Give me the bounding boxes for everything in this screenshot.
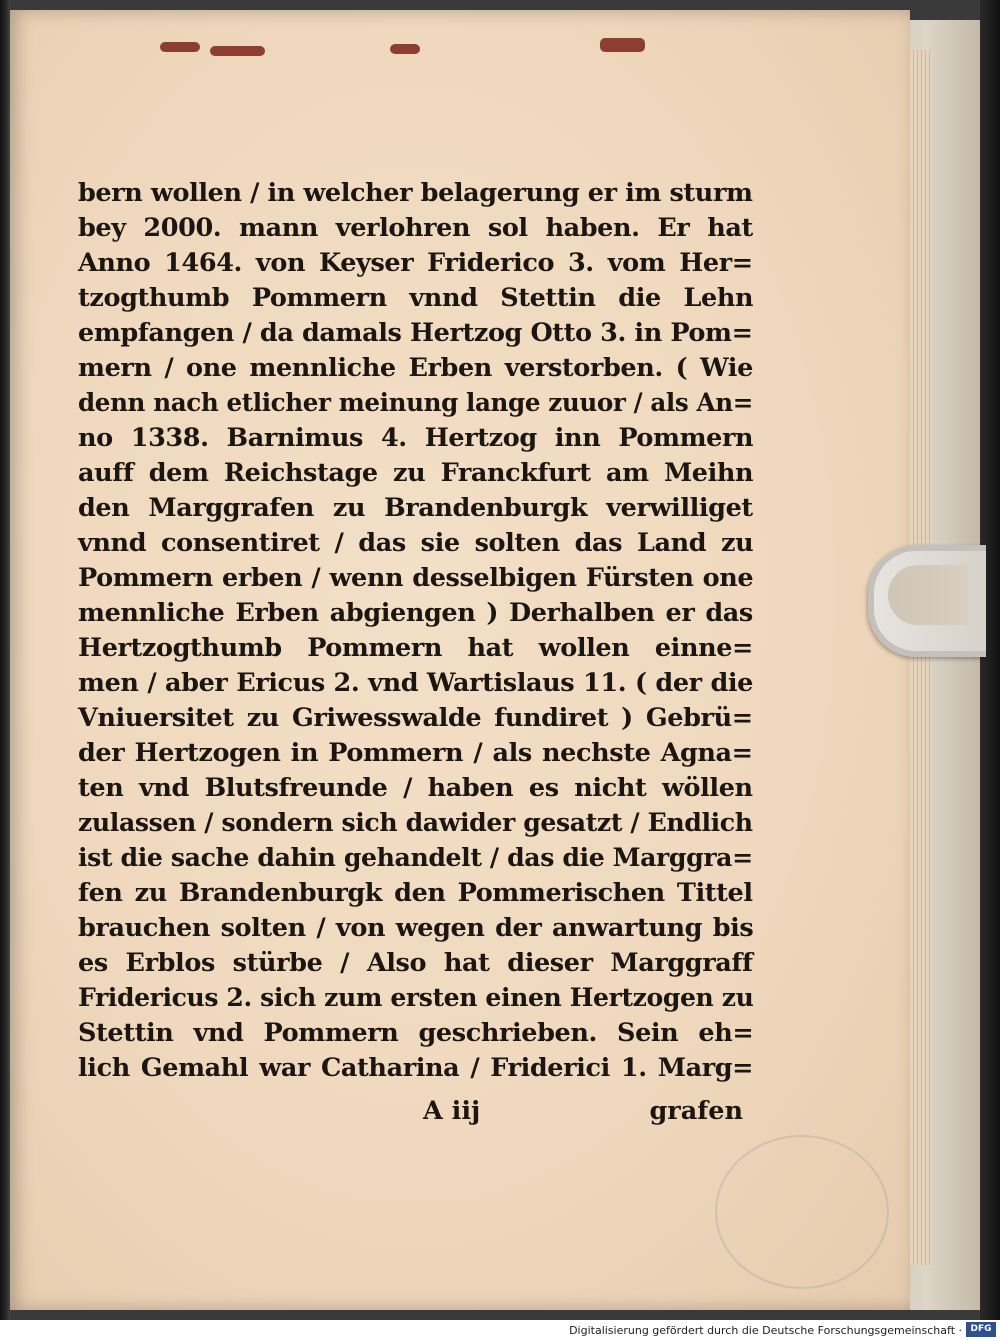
- ink-mark: [390, 44, 420, 54]
- text-line: Pommern erben / wenn desselbigen Fürsten one: [78, 563, 754, 593]
- text-line: vnnd consentiret / das sie solten das Land zu: [78, 528, 754, 558]
- text-line: bey 2000. mann verlohren sol haben. Er hat: [78, 213, 753, 243]
- text-line: Stettin vnd Pommern geschrieben. Sein eh=: [78, 1018, 754, 1048]
- ink-mark: [210, 46, 265, 56]
- library-stamp: [715, 1135, 889, 1289]
- text-line: empfangen / da damals Hertzog Otto 3. in Pom=: [78, 318, 753, 348]
- top-ink-marks: [160, 32, 680, 62]
- text-line: denn nach etlicher meinung lange zuuor / als An=: [78, 388, 753, 418]
- text-line: fen zu Brandenburgk den Pommerischen Tittel: [78, 878, 753, 908]
- ink-mark: [160, 42, 200, 52]
- catchword: grafen: [649, 1096, 743, 1126]
- page-clip: [868, 545, 986, 657]
- text-line: bern wollen / in welcher belagerung er im sturm: [78, 178, 753, 208]
- text-line: den Marggrafen zu Brandenburgk verwilliget: [78, 493, 753, 523]
- text-line: ist die sache dahin gehandelt / das die Marggra=: [78, 843, 753, 873]
- ink-mark: [600, 38, 645, 52]
- text-line: auff dem Reichstage zu Franckfurt am Meihn: [78, 458, 754, 488]
- right-shadow-edge: [980, 0, 1000, 1320]
- text-line: brauchen solten / von wegen der anwartung bis: [78, 913, 754, 943]
- text-line: no 1338. Barnimus 4. Hertzog inn Pommern: [78, 423, 754, 453]
- clip-opening: [888, 565, 968, 625]
- text-line: men / aber Ericus 2. vnd Wartislaus 11. ( der die: [78, 668, 754, 698]
- binding-edge: [0, 0, 10, 1320]
- text-line: der Hertzogen in Pommern / als nechste Agna=: [78, 738, 753, 768]
- text-line: Vniuersitet zu Griwesswalde fundiret ) Gebrü=: [78, 703, 753, 733]
- text-line: mennliche Erben abgiengen ) Derhalben er das: [78, 598, 753, 628]
- text-line: zulassen / sondern sich dawider gesatzt / Endlich: [78, 808, 753, 838]
- text-line: tzogthumb Pommern vnnd Stettin die Lehn: [78, 283, 754, 313]
- page-footer-line: [78, 1096, 743, 1134]
- text-line: lich Gemahl war Catharina / Friderici 1. Marg=: [78, 1053, 754, 1083]
- dfg-logo: DFG: [966, 1322, 996, 1337]
- text-line: es Erblos stürbe / Also hat dieser Marggraff: [78, 948, 753, 978]
- text-line: mern / one mennliche Erben verstorben. ( Wie: [78, 353, 753, 383]
- funding-credit: Digitalisierung gefördert durch die Deutsche Forschungsgemeinschaft ·: [569, 1324, 962, 1337]
- body-text: [78, 176, 753, 1086]
- text-line: Anno 1464. von Keyser Friderico 3. vom Her=: [78, 248, 753, 278]
- text-line: ten vnd Blutsfreunde / haben es nicht wöllen: [78, 773, 753, 803]
- text-line: Hertzogthumb Pommern hat wollen einne=: [78, 633, 754, 663]
- text-line: Fridericus 2. sich zum ersten einen Hertzogen zu: [78, 983, 754, 1013]
- signature-mark: A iij: [423, 1096, 481, 1126]
